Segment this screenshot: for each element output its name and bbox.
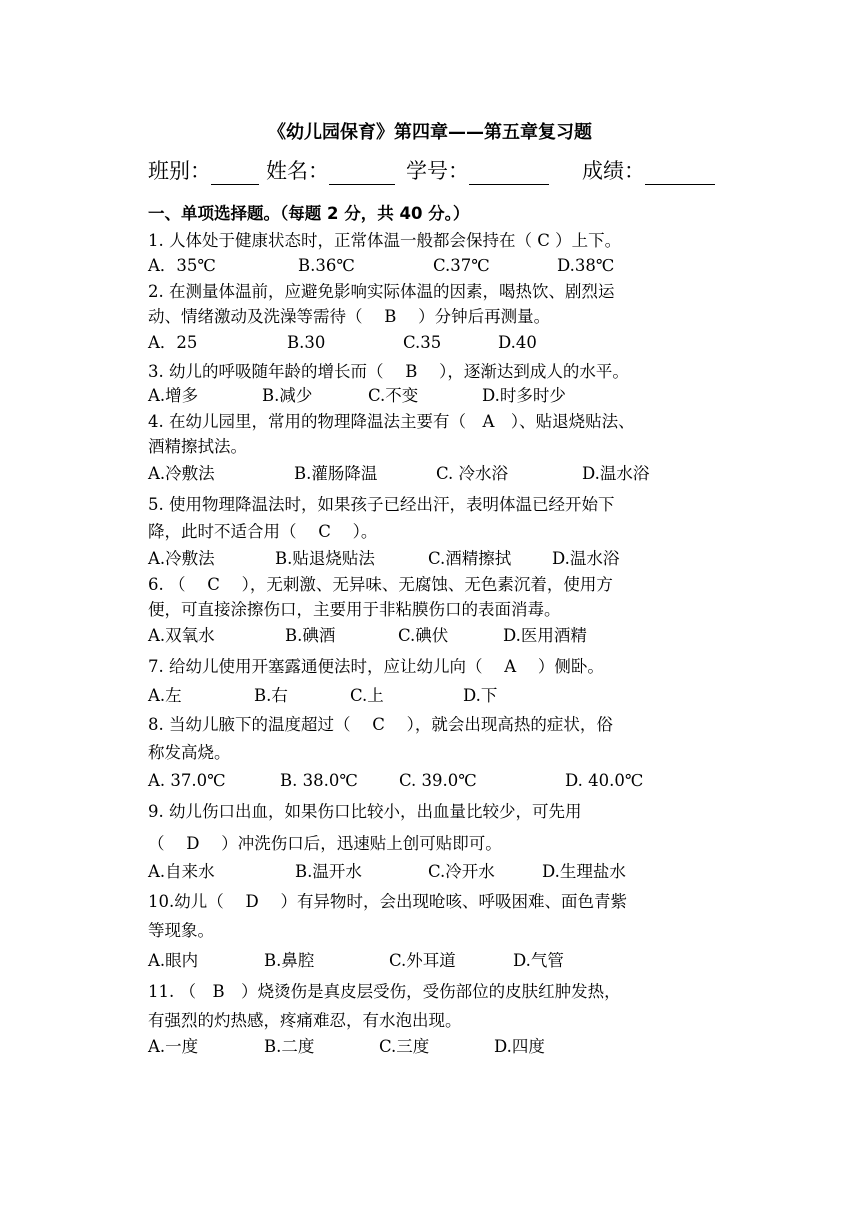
score-blank[interactable] <box>645 162 715 185</box>
question-10-option-d: D.气管 <box>513 951 564 970</box>
question-10-text-line-1: 10.幼儿（ D ）有异物时，会出现呛咳、呼吸困难、面色青紫 <box>148 892 627 911</box>
question-5-text-line-1: 5. 使用物理降温法时，如果孩子已经出汗，表明体温已经开始下 <box>148 495 615 514</box>
question-10-option-a: A.眼内 <box>148 951 199 970</box>
question-8-option-d: D. 40.0℃ <box>565 771 644 790</box>
question-4-option-a: A.冷敷法 <box>148 464 215 483</box>
question-10-option-b: B.鼻腔 <box>264 951 315 970</box>
question-5-option-a: A.冷敷法 <box>148 549 215 568</box>
class-label: 班别： <box>148 159 211 183</box>
question-3-option-d: D.时多时少 <box>482 386 566 405</box>
student-id-blank[interactable] <box>469 162 549 185</box>
question-6-text-line-1: 6. （ C ），无刺激、无异味、无腐蚀、无色素沉着，使用方 <box>148 575 613 594</box>
question-3-text: 3. 幼儿的呼吸随年龄的增长而（ B ），逐渐达到成人的水平。 <box>148 362 629 381</box>
name-field <box>266 155 395 185</box>
student-id-field <box>406 155 549 185</box>
question-5-option-d: D.温水浴 <box>552 549 620 568</box>
question-8-option-b: B. 38.0℃ <box>280 771 358 790</box>
question-7-option-a: A.左 <box>148 686 182 705</box>
question-7-option-d: D.下 <box>463 686 498 705</box>
question-3-option-c: C.不变 <box>368 386 419 405</box>
section-title: 一、单项选择题。（每题 2 分，共 40 分。） <box>148 204 470 223</box>
question-3-option-a: A.增多 <box>148 386 199 405</box>
question-9-option-c: C.冷开水 <box>428 862 495 881</box>
question-8-option-a: A. 37.0℃ <box>148 771 226 790</box>
question-2-text-line-2: 动、情绪激动及洗澡等需待（ B ）分钟后再测量。 <box>148 307 551 326</box>
question-4-text-line-1: 4. 在幼儿园里，常用的物理降温法主要有（ A ）、贴退烧贴法、 <box>148 412 635 431</box>
question-11-text-line-1: 11. （ B ）烧烫伤是真皮层受伤，受伤部位的皮肤红肿发热， <box>148 982 621 1001</box>
question-4-option-c: C. 冷水浴 <box>436 464 509 483</box>
name-label: 姓名： <box>266 159 329 183</box>
question-8-text-line-1: 8. 当幼儿腋下的温度超过（ C ），就会出现高热的症状，俗 <box>148 715 613 734</box>
question-6-option-d: D.医用酒精 <box>503 626 587 645</box>
question-9-option-b: B.温开水 <box>295 862 362 881</box>
question-2-text-line-1: 2. 在测量体温前，应避免影响实际体温的因素，喝热饮、剧烈运 <box>148 282 615 301</box>
question-7-option-b: B.右 <box>254 686 288 705</box>
question-5-option-c: C.酒精擦拭 <box>428 549 512 568</box>
question-4-option-b: B.灌肠降温 <box>294 464 378 483</box>
question-2-option-d: D.40 <box>498 333 537 352</box>
question-2-option-a: A．25 <box>148 333 198 352</box>
question-7-text: 7. 给幼儿使用开塞露通便法时，应让幼儿向（ A ）侧卧。 <box>148 657 604 676</box>
page-title: 《幼儿园保育》第四章——第五章复习题 <box>268 122 592 143</box>
question-11-text-line-2: 有强烈的灼热感，疼痛难忍，有水泡出现。 <box>148 1011 462 1030</box>
question-1-option-a: A．35℃ <box>148 256 216 275</box>
student-info-row <box>148 155 728 187</box>
student-id-label: 学号： <box>406 159 469 183</box>
question-9-text-line-2: （ D ）冲洗伤口后，迅速贴上创可贴即可。 <box>148 834 502 853</box>
question-1-option-c: C.37℃ <box>433 256 490 275</box>
question-11-option-a: A.一度 <box>148 1037 199 1056</box>
question-11-option-b: B.二度 <box>264 1037 315 1056</box>
class-field <box>148 155 259 185</box>
score-field <box>582 155 715 185</box>
question-8-text-line-2: 称发高烧。 <box>148 743 231 762</box>
question-6-text-line-2: 便，可直接涂擦伤口，主要用于非粘膜伤口的表面消毒。 <box>148 600 561 619</box>
question-9-text-line-1: 9. 幼儿伤口出血，如果伤口比较小，出血量比较少，可先用 <box>148 802 582 821</box>
question-9-option-a: A.自来水 <box>148 862 215 881</box>
question-10-option-c: C.外耳道 <box>389 951 456 970</box>
question-4-text-line-2: 酒精擦拭法。 <box>148 437 247 456</box>
question-6-option-c: C.碘伏 <box>398 626 449 645</box>
question-1-text: 1. 人体处于健康状态时，正常体温一般都会保持在（ C ）上下。 <box>148 231 622 250</box>
question-3-option-b: B.减少 <box>262 386 313 405</box>
question-5-text-line-2: 降，此时不适合用（ C ）。 <box>148 522 378 541</box>
question-1-option-d: D.38℃ <box>557 256 615 275</box>
question-8-option-c: C. 39.0℃ <box>399 771 477 790</box>
name-blank[interactable] <box>329 162 395 185</box>
score-label: 成绩： <box>582 159 645 183</box>
question-7-option-c: C.上 <box>350 686 384 705</box>
question-2-option-c: C.35 <box>403 333 442 352</box>
class-blank[interactable] <box>211 162 259 185</box>
question-11-option-d: D.四度 <box>494 1037 545 1056</box>
question-6-option-b: B.碘酒 <box>285 626 336 645</box>
question-2-option-b: B.30 <box>287 333 326 352</box>
question-11-option-c: C.三度 <box>379 1037 430 1056</box>
question-6-option-a: A.双氧水 <box>148 626 215 645</box>
question-5-option-b: B.贴退烧贴法 <box>275 549 375 568</box>
question-4-option-d: D.温水浴 <box>582 464 650 483</box>
question-9-option-d: D.生理盐水 <box>542 862 626 881</box>
question-10-text-line-2: 等现象。 <box>148 921 214 940</box>
question-1-option-b: B.36℃ <box>298 256 355 275</box>
